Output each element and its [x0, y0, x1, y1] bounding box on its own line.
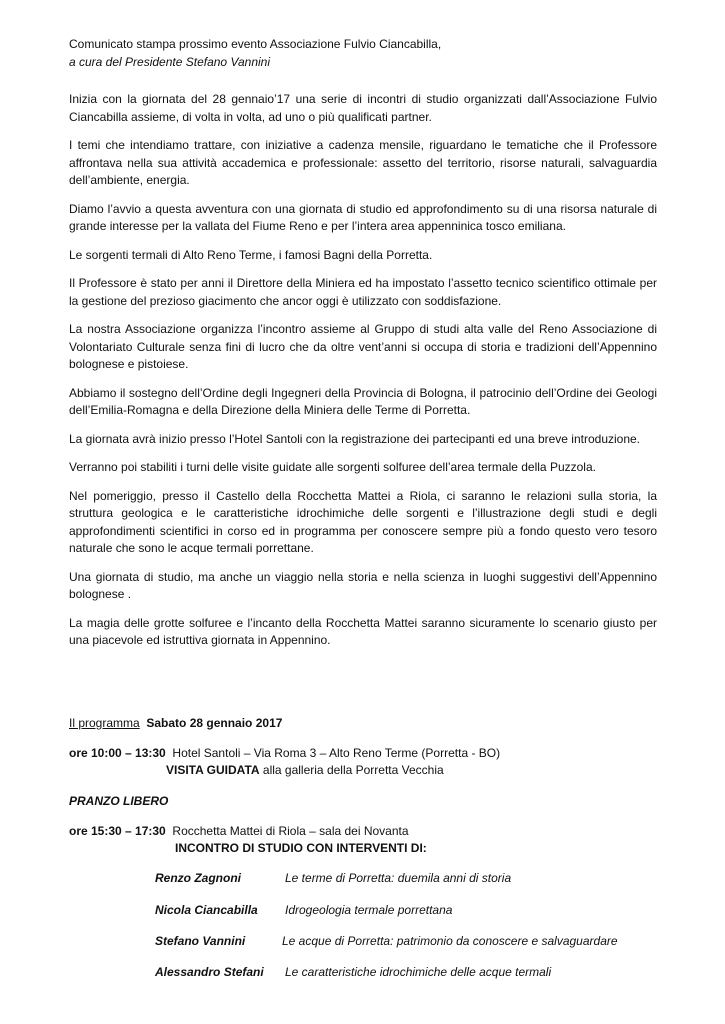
paragraph: Abbiamo il sostegno dell’Ordine degli Ingegneri della Provincia di Bologna, il patrocinio dell’Ordine dei Geologi dell’Emilia-Romagna e della Direzione della Miniera delle Terme di Porretta. — [69, 385, 657, 417]
paragraph: Le sorgenti termali di Alto Reno Terme, i famosi Bagni della Porretta. — [69, 247, 433, 262]
press-release-header — [69, 36, 659, 71]
paragraph: Una giornata di studio, ma anche un viaggio nella storia e nella scienza in luoghi suggestivi dell’Appennino bolognese . — [69, 569, 657, 601]
paragraph: La giornata avrà inizio presso l’Hotel Santoli con la registrazione dei partecipanti ed una breve introduzione. — [69, 431, 641, 446]
speaker-name: Stefano Vannini — [155, 934, 246, 948]
speaker-name: Renzo Zagnoni — [155, 871, 241, 885]
speaker-name: Nicola Ciancabilla — [155, 903, 258, 917]
speaker-talk: Le caratteristiche idrochimiche delle acque termali — [285, 965, 552, 979]
speaker-row — [155, 870, 511, 888]
header-title: Comunicato stampa prossimo evento Associazione Fulvio Ciancabilla, — [69, 37, 442, 51]
paragraph: Diamo l’avvio a questa avventura con una giornata di studio ed approfondimento su di una risorsa naturale di grande interesse per la vallata del Fiume Reno e per l’intera area appenninica tosco emiliana. — [69, 201, 657, 233]
press-release-body — [69, 91, 657, 661]
paragraph: La nostra Associazione organizza l’incontro assieme al Gruppo di studi alta valle del Reno Associazione di Volontariato Culturale senza fini di lucro che da oltre vent’anni si occupa di storia e tradizioni dell’Appennino bolognese e pistoiese. — [69, 322, 657, 371]
visit-description: alla galleria della Porretta Vecchia — [262, 763, 444, 777]
program-heading — [69, 715, 282, 733]
paragraph: Inizia con la giornata del 28 gennaio’17 una serie di incontri di studio organizzati dall’Associazione Fulvio Ciancabilla assieme, di volta in volta, ad uno o più qualificati partner. — [69, 92, 657, 124]
paragraph: Il Professore è stato per anni il Direttore della Miniera ed ha impostato l’assetto tecnico scientifico ottimale per la gestione del prezioso giacimento che ancor oggi è utilizzato con soddisfazione. — [69, 276, 657, 308]
morning-time: ore 10:00 – 13:30 — [69, 746, 166, 760]
paragraph: Verranno poi stabiliti i turni delle visite guidate alle sorgenti solfuree dell’area termale della Puzzola. — [69, 460, 596, 474]
paragraph: Nel pomeriggio, presso il Castello della Rocchetta Mattei a Riola, ci saranno le relazioni sulla storia, la struttura geologica e le caratteristiche idrochimiche delle sorgenti e l’illustrazione degli studi e degli approfondimenti scientifici in corso ed in programma per conoscere sempre più a fondo questo vero tesoro naturale che sono le acque termali porrettane. — [69, 488, 657, 555]
meeting-heading: INCONTRO DI STUDIO CON INTERVENTI DI: — [175, 841, 427, 855]
paragraph: La magia delle grotte solfuree e l’incanto della Rocchetta Mattei saranno sicuramente lo scenario giusto per una piacevole ed istruttiva giornata in Appennino. — [69, 615, 657, 647]
visit-label: VISITA GUIDATA — [166, 763, 260, 777]
afternoon-slot — [69, 823, 409, 841]
speaker-talk: Le acque di Porretta: patrimonio da conoscere e salvaguardare — [282, 934, 618, 948]
guided-visit — [166, 762, 444, 780]
afternoon-place: Rocchetta Mattei di Riola – sala dei Novanta — [172, 824, 409, 838]
speaker-talk: Le terme di Porretta: duemila anni di storia — [285, 871, 512, 885]
morning-place: Hotel Santoli – Via Roma 3 – Alto Reno Terme (Porretta - BO) — [172, 746, 501, 760]
speaker-row — [155, 964, 551, 982]
program-date: Sabato 28 gennaio 2017 — [146, 716, 283, 730]
speaker-row — [155, 902, 452, 920]
speaker-row — [155, 933, 618, 951]
paragraph: I temi che intendiamo trattare, con iniziative a cadenza mensile, riguardano le tematiche che il Professore affrontava nella sua attività accademica e professionale: assetto del territorio, risorse naturali, salvaguardia dell’ambiente, energia. — [69, 138, 657, 187]
afternoon-time: ore 15:30 – 17:30 — [69, 824, 166, 838]
speaker-name: Alessandro Stefani — [155, 965, 264, 979]
morning-slot — [69, 745, 500, 763]
header-subtitle: a cura del Presidente Stefano Vannini — [69, 54, 271, 69]
program-label: Il programma — [69, 716, 140, 730]
speaker-talk: Idrogeologia termale porrettana — [285, 903, 453, 917]
lunch-label: PRANZO LIBERO — [69, 794, 169, 808]
